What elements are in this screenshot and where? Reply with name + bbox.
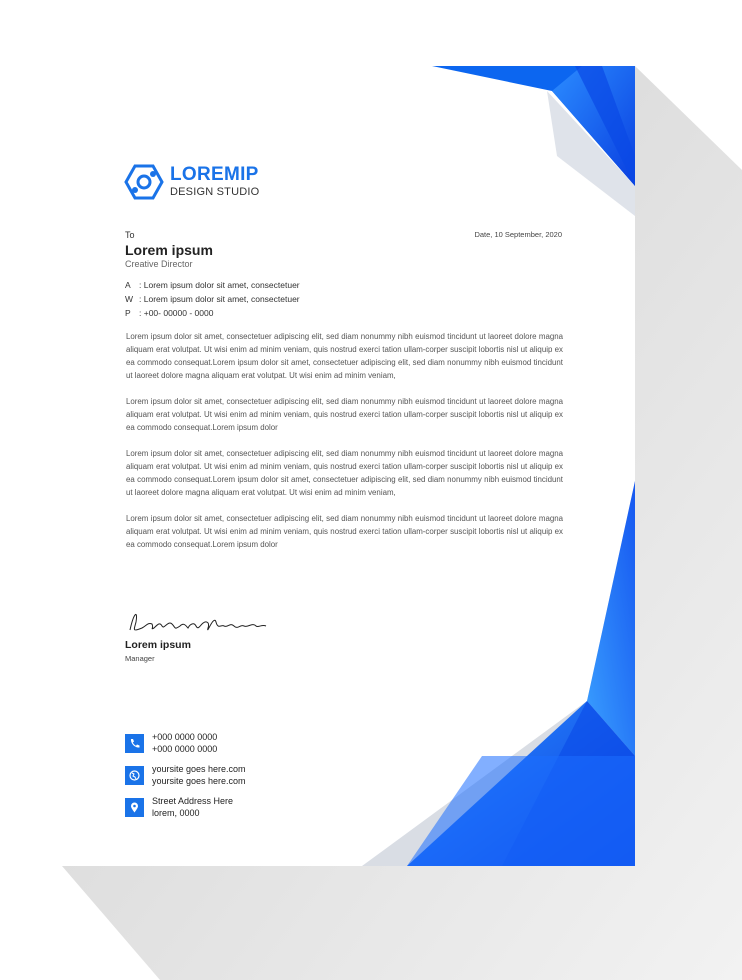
to-label: To	[125, 230, 135, 240]
web-key: W	[125, 294, 134, 304]
hexagon-logo-icon	[124, 164, 164, 200]
letter-date: Date, 10 September, 2020	[474, 230, 562, 239]
address-key: A	[125, 280, 131, 290]
brand-subtitle: DESIGN STUDIO	[170, 186, 260, 198]
signer-role: Manager	[125, 654, 155, 663]
recipient-contact	[125, 278, 300, 320]
phone-key: P	[125, 308, 131, 318]
phone-value: +00- 00000 - 0000	[143, 308, 214, 318]
footer-address-2: lorem, 0000	[152, 808, 200, 818]
phone-line: P : +00- 00000 - 0000	[125, 308, 214, 318]
body-paragraph: Lorem ipsum dolor sit amet, consectetuer adipiscing elit, sed diam nonummy nibh euismod tincidunt ut laoreet dolore magna aliquam erat volutpat. Ut wisi enim ad minim veniam, quis nostrud exerci tation ullam-corper suscipit lobortis nisl ut aliquip ex ea commodo consequat.Lorem ipsum dolor	[126, 397, 563, 432]
footer-phone	[125, 731, 246, 755]
footer-address-1: Street Address Here	[152, 796, 234, 806]
footer-phone-2: +000 0000 0000	[152, 744, 218, 754]
web-line: W : Lorem ipsum dolor sit amet, consectetuer	[125, 294, 300, 304]
footer-web	[125, 763, 246, 787]
location-pin-icon	[125, 798, 144, 817]
body-paragraph: Lorem ipsum dolor sit amet, consectetuer adipiscing elit, sed diam nonummy nibh euismod tincidunt ut laoreet dolore magna aliquam erat volutpat. Ut wisi enim ad minim veniam, quis nostrud exerci tation ullam-corper suscipit lobortis nisl ut aliquip ex ea commodo consequat.Lorem ipsum dolor	[126, 514, 563, 549]
footer-address	[125, 795, 246, 819]
recipient-title: Creative Director	[125, 259, 193, 269]
brand-logo	[124, 164, 259, 200]
letterhead-page	[62, 66, 635, 866]
address-value: Lorem ipsum dolor sit amet, consectetuer	[143, 280, 300, 290]
body-paragraph: Lorem ipsum dolor sit amet, consectetuer adipiscing elit, sed diam nonummy nibh euismod tincidunt ut laoreet dolore magna aliquam erat volutpat. Ut wisi enim ad minim veniam, quis nostrud exerci tation ullam-corper suscipit lobortis nisl ut aliquip ex ea commodo consequat.Lorem ipsum dolor sit amet, consectetuer adipiscing elit, sed diam nonummy nibh euismod tincidunt ut laoreet dolore magna aliquam erat volutpat. Ut wisi enim ad minim veniam,	[126, 449, 563, 497]
footer-phone-1: +000 0000 0000	[152, 732, 218, 742]
web-value: Lorem ipsum dolor sit amet, consectetuer	[143, 294, 300, 304]
footer-web-1: yoursite goes here.com	[152, 764, 246, 774]
footer-web-2: yoursite goes here.com	[152, 776, 246, 786]
handwritten-signature	[124, 606, 274, 638]
phone-icon	[125, 734, 144, 753]
letter-body	[126, 330, 563, 564]
globe-icon	[125, 766, 144, 785]
body-paragraph: Lorem ipsum dolor sit amet, consectetuer adipiscing elit, sed diam nonummy nibh euismod tincidunt ut laoreet dolore magna aliquam erat volutpat. Ut wisi enim ad minim veniam, quis nostrud exerci tation ullam-corper suscipit lobortis nisl ut aliquip ex ea commodo consequat.Lorem ipsum dolor sit amet, consectetuer adipiscing elit, sed diam nonummy nibh euismod tincidunt ut laoreet dolore magna aliquam erat volutpat. Ut wisi enim ad minim veniam,	[126, 332, 563, 380]
signer-name: Lorem ipsum	[125, 639, 191, 651]
footer-contact	[125, 731, 246, 827]
address-line: A : Lorem ipsum dolor sit amet, consectetuer	[125, 280, 300, 290]
recipient-name: Lorem ipsum	[125, 242, 213, 258]
brand-name: LOREMIP	[170, 164, 259, 185]
